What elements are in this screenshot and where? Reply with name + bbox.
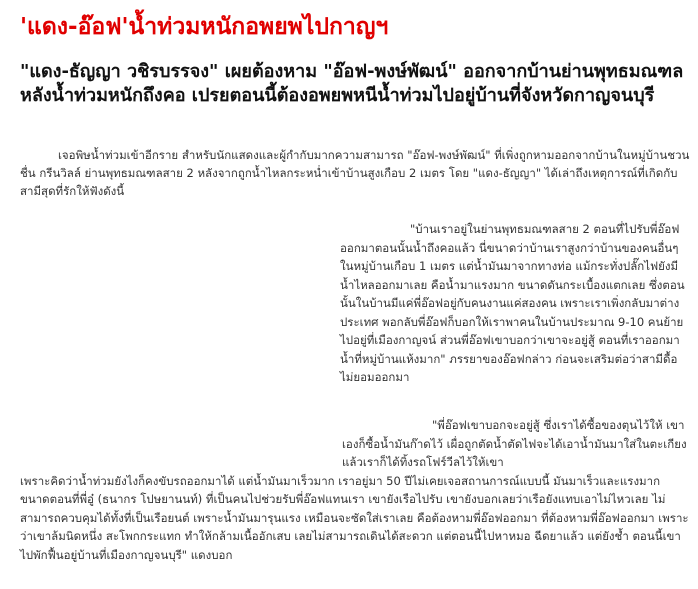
page-title: 'แดง-อ๊อฟ'น้ำท่วมหนักอพยพไปกาญฯ: [20, 14, 389, 40]
intro-paragraph: เจอพิษน้ำท่วมเข้าอีกราย สำหรับนักแสดงและผู้กำกับมากความสามารถ "อ๊อฟ-พงษ์พัฒน์" ที่เพิ่งถูกหามออกจากบ้านในหมู่บ้านชวนชื่น กรีนวิลล์ ย่านพุทธมณฑลสาย 2 หลังจากถูกน้ำไหลกระหน่ำเข้าบ้านสูงเกือบ 2 เมตร โดย "แดง-ธัญญา" ได้เล่าถึงเหตุการณ์ที่เกิดกับสามีสุดที่รักให้ฟังดังนี้: [20, 148, 690, 198]
quote-paragraph-2: [20, 416, 692, 564]
quote-paragraph-1: "บ้านเราอยู่ในย่านพุทธมณฑลสาย 2 ตอนที่ไปรับพี่อ๊อฟออกมาตอนนั้นน้ำถึงคอแล้ว นี่ขนาดว่าบ้านเราสูงกว่าบ้านของคนอื่นๆ ในหมู่บ้านเกือบ 1 เมตร แต่น้ำมันมาจากทางท่อ แม้กระทั่งปลั๊กไฟยังมีน้ำไหลออกมาเลย คือน้ำมาแรงมาก ขนาดดันกระเบื้องแตกเลย ซึ่งตอนนั้นในบ้านมีแค่พี่อ๊อฟอยู่กับคนงานแค่สองคน เพราะเราเพิ่งกลับมาต่างประเทศ พอกลับพี่อ๊อฟก็บอกให้เราพาคนในบ้านประมาณ 9-10 คนย้ายไปอยู่ที่เมืองกาญจน์ ส่วนพี่อ๊อฟเขาบอกว่าเขาจะอยู่สู้ ตอนที่เราออกมา น้ำที่หมู่บ้านแห้งมาก" ภรรยาของอ๊อฟกล่าว ก่อนจะเสริมต่อว่าสามีดื้อไม่ยอมออกมา: [340, 222, 685, 384]
article-headline: "แดง-ธัญญา วชิรบรรจง" เผยต้องหาม "อ๊อฟ-พงษ์พัฒน์" ออกจากบ้านย่านพุทธมณฑล หลังน้ำท่วมหนักถึงคอ เปรยตอนนี้ต้องอพยพหนีน้ำท่วมไปอยู่บ้านที่จังหวัดกาญจนบุรี: [20, 61, 684, 106]
quote-paragraph-2-opening: "พี่อ๊อฟเขาบอกจะอยู่สู้ ซึ่งเราได้ซื้อของตุนไว้ให้ เขาเองก็ซื้อน้ำมันก๊าดไว้ เผื่อถูกตัดน้ำตัดไฟจะได้เอาน้ำมันมาใส่ในตะเกียง แล้วเราก็ได้ทิ้งรถโฟร์วีลไว้ให้เขา: [342, 418, 687, 469]
quote-paragraph-2-continuation: เพราะคิดว่าน้ำท่วมยังไงก็คงขับรถออกมาได้ แต่น้ำมันมาเร็วมาก เราอยู่มา 50 ปีไม่เคยเจอสถานการณ์แบบนี้ มันมาเร็วและแรงมาก ขนาดตอนที่พี่อู๋ (ธนากร โปษยานนท์) ที่เป็นคนไปช่วยรับพี่อ๊อฟแทนเรา เขายังเรือไปรับ เขายังบอกเลยว่าเรือยังแทบเอาไม่ไหวเลย ไม่สามารถควบคุมได้ทั้งที่เป็นเรือยนต์ เพราะน้ำมันมารุนแรง เหมือนจะซัดใส่เราเลย คือต้องหามพี่อ๊อฟออกมา ที่ต้องหามพี่อ๊อฟออกมา เพราะว่าเขาล้มนิดหนึ่ง สะโพกกระแทก ทำให้กล้ามเนื้ออักเสบ เลยไม่สามารถเดินได้สะดวก แต่ตอนนี้ไปหาหมอ ฉีดยาแล้ว แต่ยังช้ำ ตอนนี้เขาไปพักฟื้นอยู่บ้านที่เมืองกาญจนบุรี" แดงบอก: [20, 473, 689, 562]
